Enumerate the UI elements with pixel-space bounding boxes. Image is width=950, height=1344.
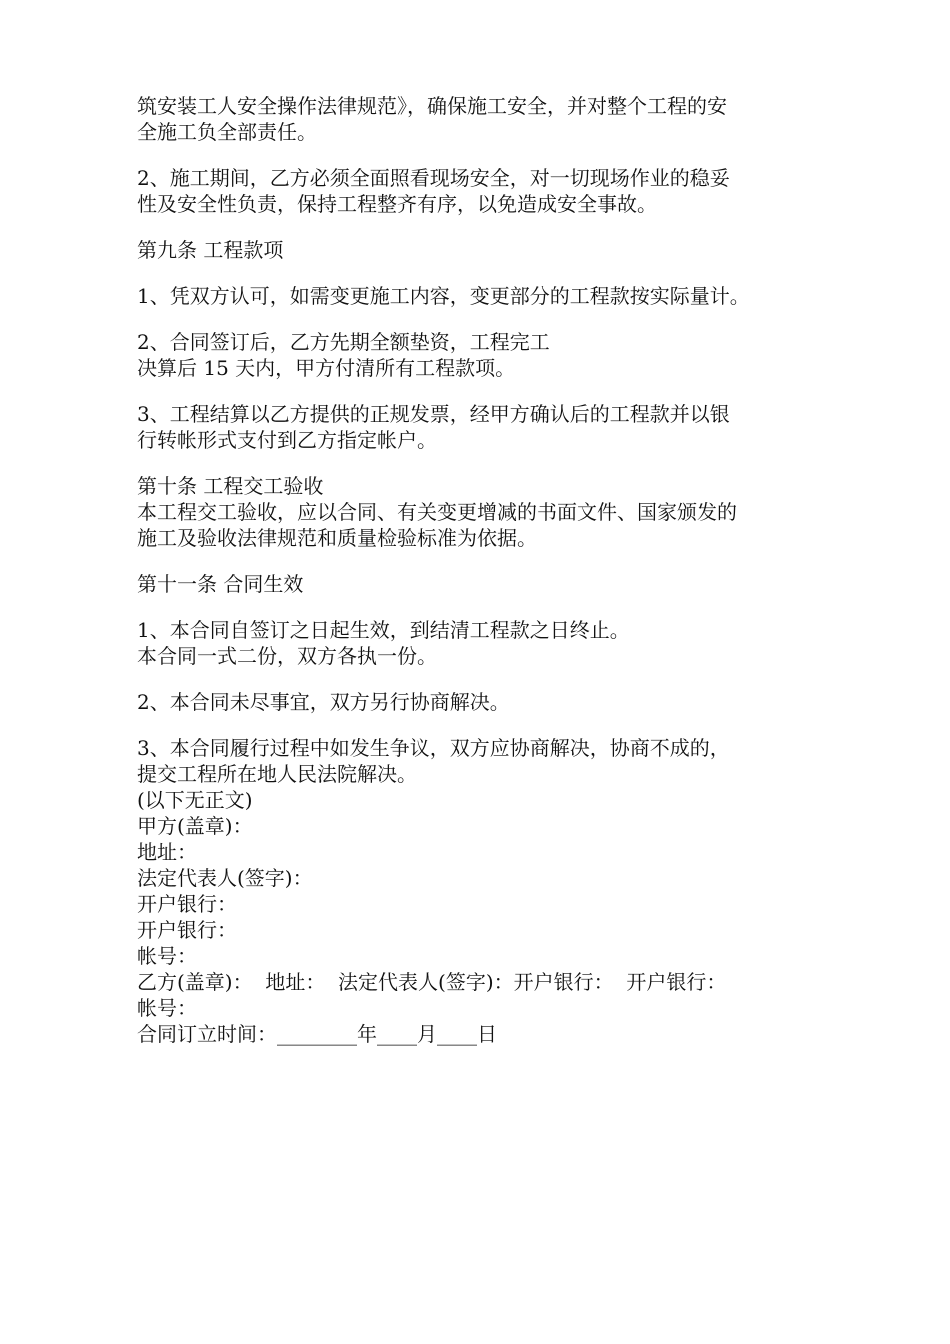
contract-page bbox=[137, 93, 827, 1047]
paragraph-safety-rules bbox=[137, 93, 827, 145]
party-b-line bbox=[137, 969, 827, 995]
paragraph-effective bbox=[137, 617, 827, 669]
text-line: 3、本合同履行过程中如发生争议，双方应协商解决，协商不成的， bbox=[137, 736, 730, 760]
paragraph-unresolved-matters: 2、本合同未尽事宜，双方另行协商解决。 bbox=[137, 690, 510, 714]
contract-date-line: 合同订立时间：________年____月____日 bbox=[137, 1022, 497, 1046]
text-line: 行转帐形式支付到乙方指定帐户。 bbox=[137, 428, 437, 452]
text-line: 3、工程结算以乙方提供的正规发票，经甲方确认后的工程款并以银 bbox=[137, 402, 730, 426]
paragraph-acceptance bbox=[137, 499, 827, 551]
text-line: 2、施工期间，乙方必须全面照看现场安全，对一切现场作业的稳妥 bbox=[137, 166, 730, 190]
text-line: 2、合同签订后，乙方先期全额垫资，工程完工 bbox=[137, 330, 550, 354]
text-line: 提交工程所在地人民法院解决。 bbox=[137, 762, 417, 786]
party-b-bank: 开户银行： bbox=[513, 970, 627, 994]
text-line: 全施工负全部责任。 bbox=[137, 120, 317, 144]
party-a-bank: 开户银行： bbox=[137, 892, 237, 916]
text-line: 性及安全性负责，保持工程整齐有序，以免造成安全事故。 bbox=[137, 192, 657, 216]
paragraph-construction-safety bbox=[137, 165, 827, 217]
party-a-bank: 开户银行： bbox=[137, 918, 237, 942]
article-11-heading: 第十一条 合同生效 bbox=[137, 572, 304, 596]
party-b-seal: 乙方(盖章)： bbox=[137, 970, 266, 994]
party-b-representative: 法定代表人(签字)： bbox=[338, 970, 514, 994]
party-a-seal: 甲方(盖章)： bbox=[137, 814, 253, 838]
article-10-heading: 第十条 工程交工验收 bbox=[137, 474, 324, 498]
paragraph-disputes bbox=[137, 735, 827, 787]
end-note: (以下无正文) bbox=[137, 788, 253, 812]
text-line: 筑安装工人安全操作法律规范》，确保施工安全，并对整个工程的安 bbox=[137, 94, 727, 118]
text-line: 决算后 15 天内，甲方付清所有工程款项。 bbox=[137, 356, 516, 380]
party-a-account: 帐号： bbox=[137, 944, 197, 968]
party-b-account: 帐号： bbox=[137, 996, 197, 1020]
text-line: 本工程交工验收，应以合同、有关变更增减的书面文件、国家颁发的 bbox=[137, 500, 737, 524]
paragraph-advance-payment bbox=[137, 329, 827, 381]
text-line: 1、本合同自签订之日起生效，到结清工程款之日终止。 bbox=[137, 618, 630, 642]
party-b-bank: 开户银行： bbox=[626, 970, 727, 994]
party-b-address: 地址： bbox=[265, 970, 339, 994]
text-line: 施工及验收法律规范和质量检验标准为依据。 bbox=[137, 526, 537, 550]
paragraph-change-payment: 1、凭双方认可，如需变更施工内容，变更部分的工程款按实际量计。 bbox=[137, 284, 750, 308]
party-a-address: 地址： bbox=[137, 840, 197, 864]
paragraph-settlement bbox=[137, 401, 827, 453]
party-a-representative: 法定代表人(签字)： bbox=[137, 866, 313, 890]
text-line: 本合同一式二份，双方各执一份。 bbox=[137, 644, 437, 668]
article-9-heading: 第九条 工程款项 bbox=[137, 238, 284, 262]
